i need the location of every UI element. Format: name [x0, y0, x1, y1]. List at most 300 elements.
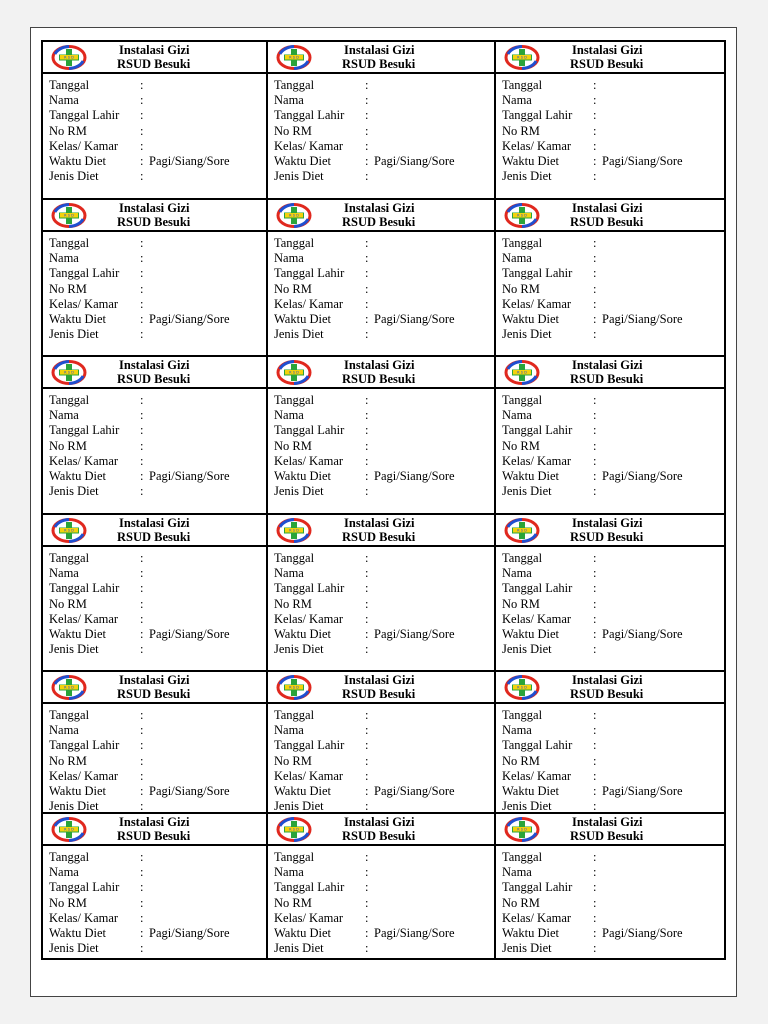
- field-row: [502, 251, 722, 266]
- label-title: Instalasi Gizi: [119, 516, 190, 530]
- field-row: [274, 484, 492, 499]
- diet-label: [268, 357, 496, 515]
- field-label: Nama: [502, 408, 532, 423]
- field-colon: :: [140, 596, 144, 611]
- field-colon: :: [140, 453, 144, 468]
- field-row: [502, 139, 722, 154]
- field-label: Nama: [49, 93, 79, 108]
- field-label: Tanggal Lahir: [502, 108, 573, 123]
- field-row: [502, 880, 722, 895]
- field-colon: :: [365, 296, 369, 311]
- field-colon: :: [365, 423, 369, 438]
- field-colon: :: [593, 251, 597, 266]
- field-label: Kelas/ Kamar: [502, 910, 572, 925]
- field-row: [274, 139, 492, 154]
- field-colon: :: [365, 910, 369, 925]
- label-subtitle: RSUD Besuki: [117, 687, 191, 701]
- field-colon: :: [593, 408, 597, 423]
- field-colon: :: [593, 484, 597, 499]
- field-colon: :: [140, 438, 144, 453]
- document-page: [30, 27, 737, 997]
- label-subtitle: RSUD Besuki: [342, 687, 416, 701]
- field-label: No RM: [274, 123, 312, 138]
- field-label: Waktu Diet: [274, 925, 331, 940]
- field-colon: :: [365, 941, 369, 956]
- field-colon: :: [593, 611, 597, 626]
- field-label: Kelas/ Kamar: [49, 138, 119, 153]
- label-subtitle: RSUD Besuki: [342, 530, 416, 544]
- field-label: Nama: [274, 865, 304, 880]
- field-label: Nama: [274, 93, 304, 108]
- label-subtitle: RSUD Besuki: [117, 829, 191, 843]
- field-label: Waktu Diet: [274, 468, 331, 483]
- field-row: [502, 926, 722, 941]
- svg-text:R S D: R S D: [64, 213, 74, 218]
- field-colon: :: [365, 895, 369, 910]
- svg-text:R S D: R S D: [517, 55, 527, 60]
- field-colon: :: [365, 768, 369, 783]
- field-row: [502, 612, 722, 627]
- field-label: Jenis Diet: [274, 941, 324, 956]
- field-label: No RM: [274, 596, 312, 611]
- label-subtitle: RSUD Besuki: [570, 530, 644, 544]
- field-colon: :: [140, 642, 144, 657]
- label-header: [43, 357, 266, 389]
- field-label: Waktu Diet: [502, 783, 559, 798]
- label-fields: [49, 236, 264, 342]
- field-label: Waktu Diet: [502, 925, 559, 940]
- field-colon: :: [365, 783, 369, 798]
- field-row: [502, 297, 722, 312]
- field-row: [49, 124, 264, 139]
- label-title: Instalasi Gizi: [344, 815, 415, 829]
- field-label: Tanggal Lahir: [49, 108, 120, 123]
- field-colon: :: [140, 281, 144, 296]
- field-row: [274, 941, 492, 956]
- field-value: Pagi/Siang/Sore: [149, 468, 230, 483]
- field-colon: :: [593, 551, 597, 565]
- field-row: [49, 108, 264, 123]
- field-colon: :: [365, 596, 369, 611]
- field-label: Nama: [49, 251, 79, 266]
- field-label: Nama: [49, 723, 79, 738]
- field-colon: :: [140, 296, 144, 311]
- field-colon: :: [593, 93, 597, 108]
- field-value: Pagi/Siang/Sore: [149, 311, 230, 326]
- label-header: [268, 357, 494, 389]
- field-row: [274, 769, 492, 784]
- field-colon: :: [593, 865, 597, 880]
- field-label: Tanggal: [49, 551, 90, 565]
- svg-text:R S D: R S D: [64, 685, 74, 690]
- field-row: [502, 566, 722, 581]
- field-label: Jenis Diet: [49, 799, 99, 814]
- field-label: Jenis Diet: [502, 169, 552, 184]
- field-row: [49, 581, 264, 596]
- diet-label: [43, 42, 268, 200]
- field-label: No RM: [274, 895, 312, 910]
- hospital-logo-icon: [504, 45, 540, 70]
- field-label: Jenis Diet: [502, 327, 552, 342]
- field-colon: :: [365, 78, 369, 92]
- field-colon: :: [593, 581, 597, 596]
- field-colon: :: [365, 138, 369, 153]
- field-row: [274, 236, 492, 251]
- field-row: [502, 911, 722, 926]
- field-label: Tanggal Lahir: [274, 108, 345, 123]
- field-colon: :: [365, 311, 369, 326]
- field-row: [274, 896, 492, 911]
- label-title: Instalasi Gizi: [344, 358, 415, 372]
- field-row: [274, 551, 492, 566]
- field-colon: :: [140, 78, 144, 92]
- field-label: Jenis Diet: [502, 941, 552, 956]
- field-label: Jenis Diet: [274, 799, 324, 814]
- field-colon: :: [593, 423, 597, 438]
- field-row: [49, 469, 264, 484]
- field-label: Nama: [274, 408, 304, 423]
- field-row: [49, 236, 264, 251]
- field-row: [502, 784, 722, 799]
- hospital-logo-icon: [51, 817, 87, 842]
- field-label: Kelas/ Kamar: [502, 296, 572, 311]
- svg-text:R S D: R S D: [289, 55, 299, 60]
- hospital-logo-icon: [504, 203, 540, 228]
- field-label: Tanggal: [274, 850, 315, 864]
- diet-label: [268, 515, 496, 672]
- label-title: Instalasi Gizi: [344, 201, 415, 215]
- label-header: [496, 42, 724, 74]
- field-colon: :: [140, 783, 144, 798]
- diet-label: [43, 814, 268, 958]
- field-row: [502, 896, 722, 911]
- field-label: Tanggal Lahir: [502, 266, 573, 281]
- field-value: Pagi/Siang/Sore: [602, 468, 683, 483]
- field-colon: :: [140, 850, 144, 864]
- svg-text:R S D: R S D: [289, 685, 299, 690]
- field-label: Waktu Diet: [49, 468, 106, 483]
- field-row: [502, 408, 722, 423]
- field-label: Tanggal: [274, 708, 315, 722]
- field-colon: :: [140, 880, 144, 895]
- hospital-logo-icon: [504, 817, 540, 842]
- field-label: Tanggal: [274, 236, 315, 250]
- label-header: [43, 515, 266, 547]
- label-header: [496, 515, 724, 547]
- field-colon: :: [593, 281, 597, 296]
- field-row: [49, 723, 264, 738]
- field-row: [274, 911, 492, 926]
- field-row: [274, 297, 492, 312]
- field-value: Pagi/Siang/Sore: [602, 626, 683, 641]
- label-fields: [502, 236, 722, 342]
- label-fields: [274, 551, 492, 657]
- field-row: [502, 708, 722, 723]
- field-row: [49, 154, 264, 169]
- field-colon: :: [140, 626, 144, 641]
- label-title: Instalasi Gizi: [344, 673, 415, 687]
- label-fields: [49, 850, 264, 956]
- diet-label: [268, 814, 496, 958]
- field-row: [502, 627, 722, 642]
- field-row: [274, 78, 492, 93]
- field-row: [502, 312, 722, 327]
- field-label: No RM: [502, 753, 540, 768]
- field-row: [49, 880, 264, 895]
- field-colon: :: [593, 753, 597, 768]
- field-label: Waktu Diet: [49, 925, 106, 940]
- field-label: Nama: [274, 723, 304, 738]
- field-value: Pagi/Siang/Sore: [374, 153, 455, 168]
- field-label: Kelas/ Kamar: [49, 768, 119, 783]
- svg-text:R S D: R S D: [517, 370, 527, 375]
- field-row: [502, 124, 722, 139]
- field-colon: :: [140, 266, 144, 281]
- field-row: [274, 799, 492, 814]
- field-label: Jenis Diet: [49, 484, 99, 499]
- field-value: Pagi/Siang/Sore: [149, 153, 230, 168]
- field-value: Pagi/Siang/Sore: [374, 925, 455, 940]
- label-title: Instalasi Gizi: [572, 516, 643, 530]
- field-row: [502, 581, 722, 596]
- label-header: [43, 200, 266, 232]
- field-row: [502, 154, 722, 169]
- diet-label: [43, 357, 268, 515]
- field-row: [502, 738, 722, 753]
- field-colon: :: [140, 708, 144, 722]
- field-colon: :: [140, 153, 144, 168]
- field-row: [49, 327, 264, 342]
- field-row: [49, 754, 264, 769]
- diet-label: [496, 357, 724, 515]
- field-colon: :: [140, 895, 144, 910]
- field-label: Waktu Diet: [49, 783, 106, 798]
- label-fields: [502, 78, 722, 184]
- field-row: [274, 581, 492, 596]
- field-colon: :: [140, 768, 144, 783]
- field-colon: :: [365, 266, 369, 281]
- label-fields: [502, 850, 722, 956]
- field-colon: :: [365, 880, 369, 895]
- field-colon: :: [365, 153, 369, 168]
- field-label: Tanggal Lahir: [274, 738, 345, 753]
- field-row: [274, 393, 492, 408]
- field-colon: :: [593, 910, 597, 925]
- field-row: [274, 124, 492, 139]
- field-row: [49, 312, 264, 327]
- field-row: [49, 139, 264, 154]
- field-label: Jenis Diet: [274, 327, 324, 342]
- hospital-logo-icon: [276, 360, 312, 385]
- field-row: [274, 926, 492, 941]
- field-label: Kelas/ Kamar: [49, 611, 119, 626]
- field-row: [502, 454, 722, 469]
- field-row: [274, 439, 492, 454]
- field-row: [274, 708, 492, 723]
- field-colon: :: [593, 566, 597, 581]
- field-colon: :: [365, 93, 369, 108]
- label-fields: [502, 708, 722, 814]
- field-label: Tanggal: [49, 78, 90, 92]
- field-colon: :: [140, 123, 144, 138]
- field-label: Nama: [49, 408, 79, 423]
- field-row: [274, 597, 492, 612]
- label-subtitle: RSUD Besuki: [342, 57, 416, 71]
- field-colon: :: [593, 327, 597, 342]
- field-label: Kelas/ Kamar: [274, 611, 344, 626]
- field-label: Waktu Diet: [274, 153, 331, 168]
- field-label: Jenis Diet: [49, 941, 99, 956]
- field-colon: :: [593, 799, 597, 814]
- field-colon: :: [593, 925, 597, 940]
- hospital-logo-icon: [51, 203, 87, 228]
- field-row: [49, 642, 264, 657]
- label-subtitle: RSUD Besuki: [342, 372, 416, 386]
- label-fields: [502, 393, 722, 499]
- label-subtitle: RSUD Besuki: [117, 372, 191, 386]
- label-header: [496, 200, 724, 232]
- label-subtitle: RSUD Besuki: [342, 215, 416, 229]
- field-value: Pagi/Siang/Sore: [149, 925, 230, 940]
- field-value: Pagi/Siang/Sore: [602, 311, 683, 326]
- field-colon: :: [365, 169, 369, 184]
- field-colon: :: [593, 138, 597, 153]
- field-label: No RM: [274, 281, 312, 296]
- field-value: Pagi/Siang/Sore: [374, 626, 455, 641]
- field-colon: :: [365, 551, 369, 565]
- label-header: [268, 814, 494, 846]
- label-grid: [41, 40, 726, 960]
- svg-text:R S D: R S D: [289, 827, 299, 832]
- label-title: Instalasi Gizi: [344, 43, 415, 57]
- field-label: Kelas/ Kamar: [49, 453, 119, 468]
- svg-text:R S D: R S D: [289, 370, 299, 375]
- hospital-logo-icon: [51, 675, 87, 700]
- label-fields: [49, 393, 264, 499]
- field-label: No RM: [274, 438, 312, 453]
- field-label: Tanggal: [502, 850, 543, 864]
- label-fields: [49, 708, 264, 814]
- field-label: Tanggal Lahir: [49, 266, 120, 281]
- hospital-logo-icon: [276, 817, 312, 842]
- field-label: Kelas/ Kamar: [49, 910, 119, 925]
- field-row: [274, 738, 492, 753]
- field-row: [502, 423, 722, 438]
- field-label: Tanggal Lahir: [274, 266, 345, 281]
- field-colon: :: [140, 138, 144, 153]
- field-colon: :: [593, 266, 597, 281]
- field-label: Waktu Diet: [502, 626, 559, 641]
- field-label: Tanggal Lahir: [274, 581, 345, 596]
- field-row: [274, 423, 492, 438]
- field-label: Kelas/ Kamar: [274, 768, 344, 783]
- field-label: No RM: [502, 281, 540, 296]
- field-colon: :: [365, 799, 369, 814]
- field-colon: :: [593, 895, 597, 910]
- label-title: Instalasi Gizi: [119, 815, 190, 829]
- field-label: Jenis Diet: [274, 484, 324, 499]
- field-row: [49, 282, 264, 297]
- field-row: [49, 551, 264, 566]
- field-row: [502, 169, 722, 184]
- field-value: Pagi/Siang/Sore: [602, 783, 683, 798]
- svg-text:R S D: R S D: [64, 370, 74, 375]
- label-header: [43, 672, 266, 704]
- label-title: Instalasi Gizi: [344, 516, 415, 530]
- field-row: [274, 154, 492, 169]
- field-label: Kelas/ Kamar: [274, 296, 344, 311]
- field-colon: :: [140, 423, 144, 438]
- field-colon: :: [593, 123, 597, 138]
- field-row: [49, 926, 264, 941]
- field-colon: :: [593, 393, 597, 407]
- field-label: Tanggal: [49, 850, 90, 864]
- field-row: [49, 484, 264, 499]
- field-colon: :: [365, 408, 369, 423]
- field-label: Tanggal Lahir: [502, 738, 573, 753]
- field-label: Tanggal Lahir: [49, 738, 120, 753]
- field-value: Pagi/Siang/Sore: [602, 153, 683, 168]
- field-label: No RM: [49, 895, 87, 910]
- label-subtitle: RSUD Besuki: [342, 829, 416, 843]
- svg-text:R S D: R S D: [517, 528, 527, 533]
- field-row: [502, 393, 722, 408]
- field-row: [502, 484, 722, 499]
- label-header: [496, 672, 724, 704]
- label-subtitle: RSUD Besuki: [117, 57, 191, 71]
- field-colon: :: [365, 753, 369, 768]
- field-label: Tanggal Lahir: [502, 880, 573, 895]
- field-label: Waktu Diet: [274, 311, 331, 326]
- field-colon: :: [593, 850, 597, 864]
- field-colon: :: [593, 169, 597, 184]
- field-label: Jenis Diet: [49, 327, 99, 342]
- svg-text:R S D: R S D: [517, 685, 527, 690]
- diet-label: [496, 515, 724, 672]
- field-colon: :: [593, 296, 597, 311]
- field-label: Nama: [502, 723, 532, 738]
- field-label: Tanggal: [274, 78, 315, 92]
- label-fields: [274, 850, 492, 956]
- field-label: Nama: [502, 865, 532, 880]
- field-label: Jenis Diet: [274, 169, 324, 184]
- field-value: Pagi/Siang/Sore: [149, 626, 230, 641]
- field-colon: :: [140, 327, 144, 342]
- field-label: Waktu Diet: [274, 626, 331, 641]
- field-row: [49, 911, 264, 926]
- field-colon: :: [140, 468, 144, 483]
- field-label: Jenis Diet: [49, 169, 99, 184]
- field-row: [502, 93, 722, 108]
- field-colon: :: [140, 581, 144, 596]
- field-label: Tanggal: [274, 393, 315, 407]
- svg-text:R S D: R S D: [64, 55, 74, 60]
- field-label: Tanggal Lahir: [502, 423, 573, 438]
- field-row: [502, 754, 722, 769]
- field-label: Tanggal Lahir: [49, 423, 120, 438]
- field-colon: :: [593, 236, 597, 250]
- field-row: [49, 251, 264, 266]
- field-colon: :: [593, 880, 597, 895]
- diet-label: [268, 42, 496, 200]
- field-colon: :: [140, 169, 144, 184]
- field-row: [49, 799, 264, 814]
- field-row: [274, 642, 492, 657]
- diet-label: [268, 200, 496, 357]
- field-label: Jenis Diet: [502, 642, 552, 657]
- field-colon: :: [140, 393, 144, 407]
- field-row: [274, 850, 492, 865]
